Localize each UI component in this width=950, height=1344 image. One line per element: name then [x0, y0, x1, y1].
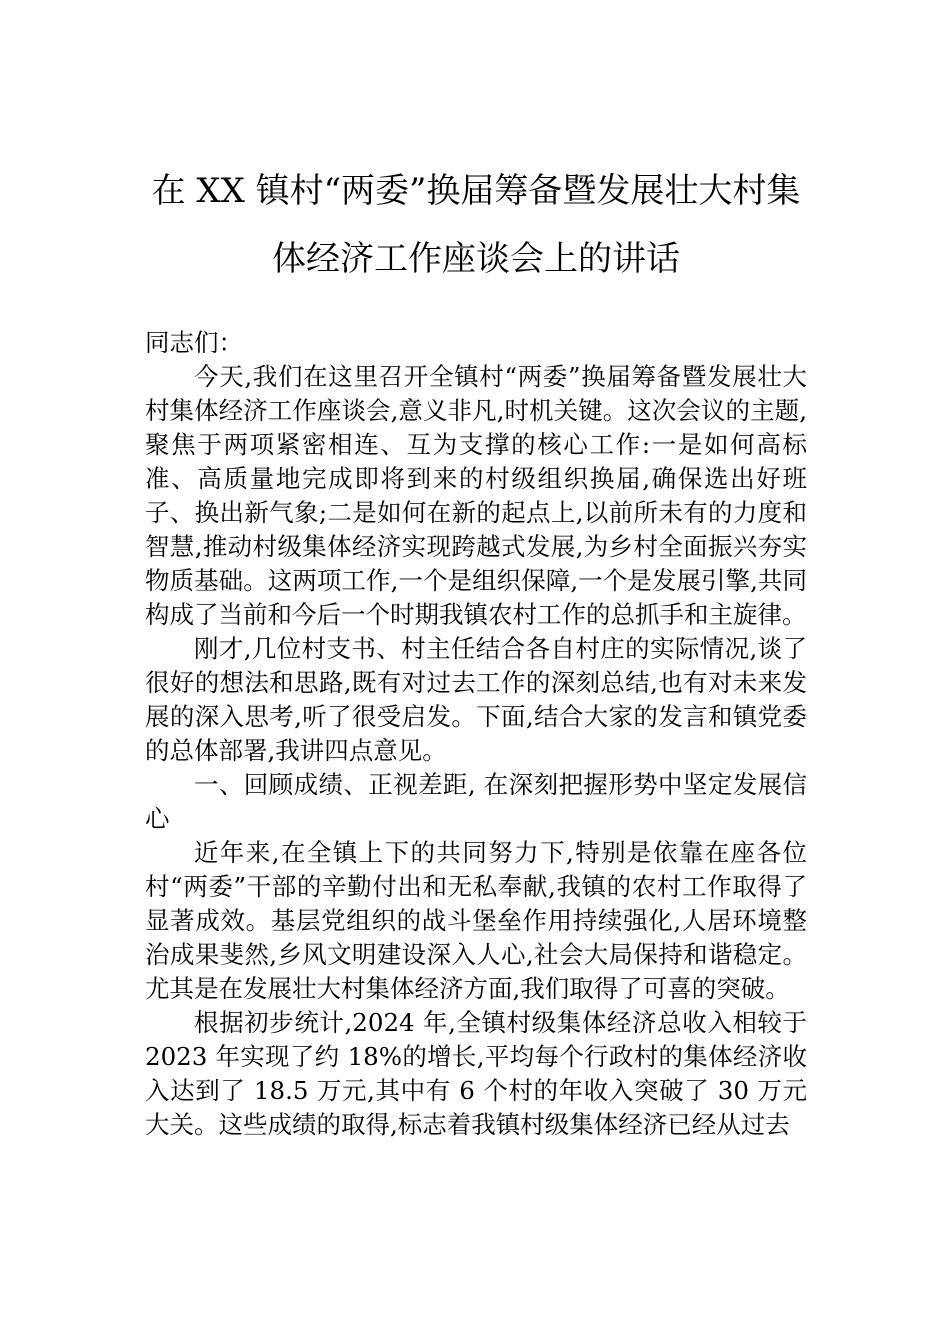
paragraph-remarks: 刚才,几位村支书、村主任结合各自村庄的实际情况,谈了很好的想法和思路,既有对过去工作的深刻总结,也有对未来发展的深入思考,听了很受启发。下面,结合大家的发言和镇党委的总体部署,我讲四点意见。 [145, 634, 807, 765]
paragraph-opening: 今天,我们在这里召开全镇村“两委”换届筹备暨发展壮大村集体经济工作座谈会,意义非凡,时机关键。这次会议的主题,聚焦于两项紧密相连、互为支撑的核心工作:一是如何高标准、高质量地完成即将到来的村级组织换届,确保选出好班子、换出新气象;二是如何在新的起点上,以前所未有的力度和智慧,推动村级集体经济实现跨越式发展,为乡村全面振兴夯实物质基础。这两项工作,一个是组织保障,一个是发展引擎,共同构成了当前和今后一个时期我镇农村工作的总抓手和主旋律。 [145, 362, 807, 629]
salutation: 同志们： [145, 328, 243, 357]
section-heading-1: 一、回顾成绩、正视差距, 在深刻把握形势中坚定发展信心 [145, 770, 807, 833]
title-line-1: 在 XX 镇村“两委”换届筹备暨发展壮大村集 [151, 171, 801, 211]
document-title [145, 157, 807, 293]
title-line-2: 体经济工作座谈会上的讲话 [272, 239, 680, 279]
paragraph-achievements: 近年来,在全镇上下的共同努力下,特别是依靠在座各位村“两委”干部的辛勤付出和无私奉献,我镇的农村工作取得了显著成效。基层党组织的战斗堡垒作用持续强化,人居环境整治成果斐然,乡风文明建设深入人心,社会大局保持和谐稳定。尤其是在发展壮大村集体经济方面,我们取得了可喜的突破。 [145, 838, 807, 1003]
document-body [145, 326, 807, 1142]
paragraph-statistics: 根据初步统计,2024 年,全镇村级集体经济总收入相较于 2023 年实现了约 18%的增长,平均每个行政村的集体经济收入达到了 18.5 万元,其中有 6 个村的年收入突破了 30 万元大关。这些成绩的取得,标志着我镇村级集体经济已经从过去 [145, 1008, 807, 1139]
